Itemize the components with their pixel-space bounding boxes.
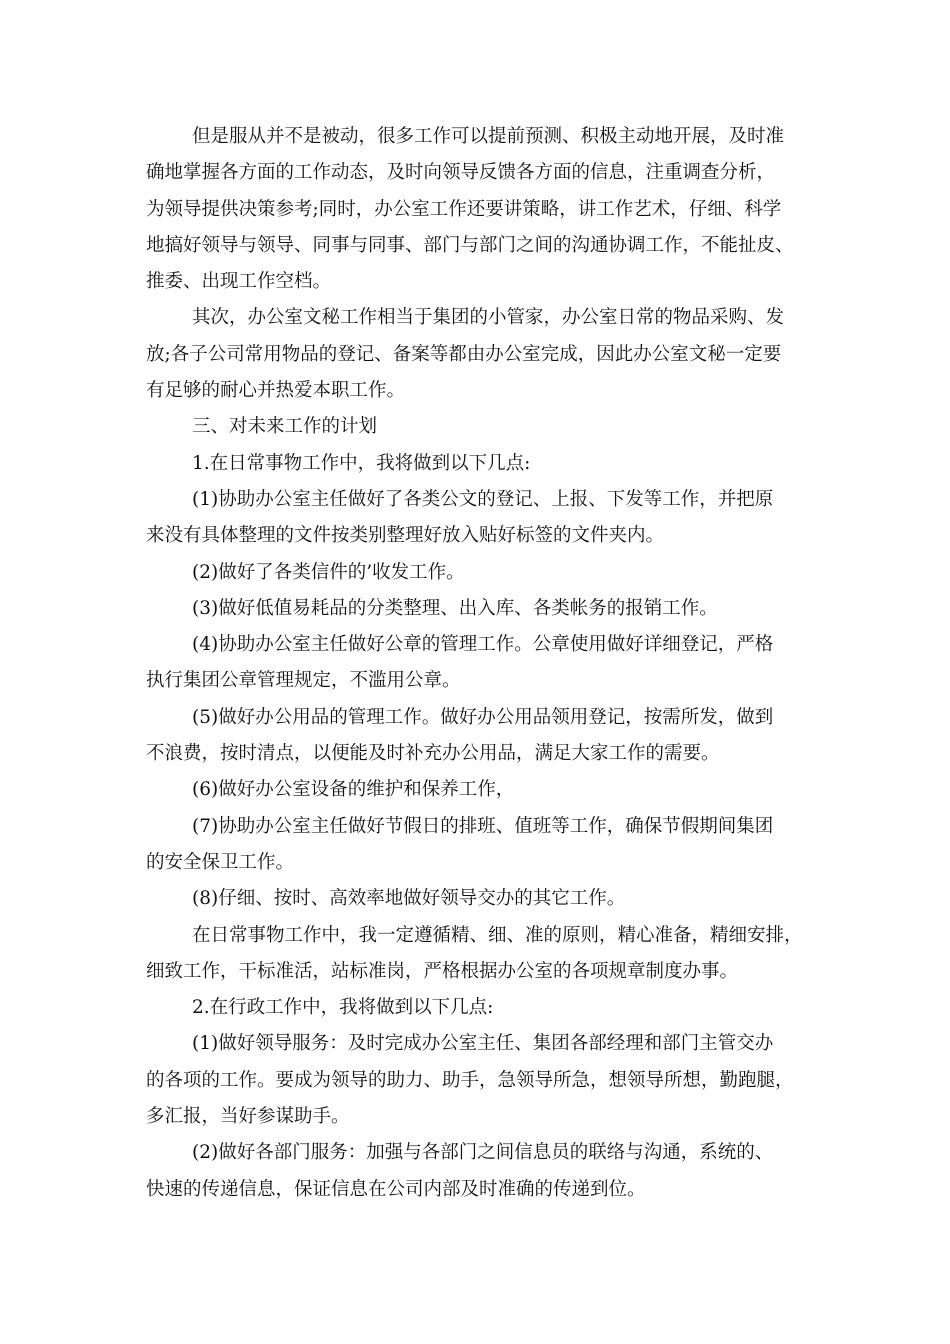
text-line: (2)做好了各类信件的’收发工作。 xyxy=(192,561,465,583)
text-line: (1)协助办公室主任做好了各类公文的登记、上报、下发等工作，并把原 xyxy=(192,488,774,510)
text-line: 快速的传递信息，保证信息在公司内部及时准确的传递到位。 xyxy=(146,1178,646,1200)
text-line: (6)做好办公室设备的维护和保养工作， xyxy=(192,779,515,801)
text-line: (4)协助办公室主任做好公章的管理工作。公章使用做好详细登记，严格 xyxy=(192,634,774,656)
text-line: 来没有具体整理的文件按类别整理好放入贴好标签的文件夹内。 xyxy=(146,525,665,547)
text-line: 但是服从并不是被动，很多工作可以提前预测、积极主动地开展，及时准 xyxy=(192,126,785,147)
text-line: (1)做好领导服务：及时完成办公室主任、集团各部经理和部门主管交办 xyxy=(192,1033,774,1055)
text-line: 在日常事物工作中，我一定遵循精、细、准的原则，精心准备，精细安排， xyxy=(192,924,803,946)
text-line: 1.在日常事物工作中，我将做到以下几点: xyxy=(192,452,531,474)
text-line: 多汇报，当好参谋助手。 xyxy=(146,1106,350,1128)
text-line: 的安全保卫工作。 xyxy=(146,851,295,873)
text-line: 为领导提供决策参考;同时，办公室工作还要讲策略，讲工作艺术，仔细、科学 xyxy=(146,198,782,220)
text-line: 推委、出现工作空档。 xyxy=(146,271,332,293)
text-line: 执行集团公章管理规定，不滥用公章。 xyxy=(146,670,461,692)
text-line: (7)协助办公室主任做好节假日的排班、值班等工作，确保节假期间集团 xyxy=(192,815,774,837)
text-line: 有足够的耐心并热爱本职工作。 xyxy=(146,380,406,402)
text-line: (8)仔细、按时、高效率地做好领导交办的其它工作。 xyxy=(192,888,626,910)
text-line: (2)做好各部门服务：加强与各部门之间信息员的联络与沟通，系统的、 xyxy=(192,1142,774,1164)
text-line: 的各项的工作。要成为领导的助力、助手，急领导所急，想领导所想，勤跑腿， xyxy=(146,1069,794,1091)
text-line: 地搞好领导与领导、同事与同事、部门与部门之间的沟通协调工作，不能扯皮、 xyxy=(146,234,794,256)
text-line: 细致工作，干标准活，站标准岗，严格根据办公室的各项规章制度办事。 xyxy=(146,960,739,982)
text-line: 三、对未来工作的计划 xyxy=(192,416,378,438)
text-line: 确地掌握各方面的工作动态，及时向领导反馈各方面的信息，注重调查分析， xyxy=(146,162,776,184)
text-line: (3)做好低值易耗品的分类整理、出入库、各类帐务的报销工作。 xyxy=(192,597,718,619)
text-line: (5)做好办公用品的管理工作。做好办公用品领用登记，按需所发，做到 xyxy=(192,706,774,728)
text-line: 放;各子公司常用物品的登记、备案等都由办公室完成，因此办公室文秘一定要 xyxy=(146,343,782,365)
text-line: 不浪费，按时清点，以便能及时补充办公用品，满足大家工作的需要。 xyxy=(146,743,720,765)
text-line: 其次，办公室文秘工作相当于集团的小管家，办公室日常的物品采购、发 xyxy=(192,307,785,329)
text-line: 2.在行政工作中，我将做到以下几点: xyxy=(192,997,494,1019)
document-body xyxy=(146,119,810,1208)
